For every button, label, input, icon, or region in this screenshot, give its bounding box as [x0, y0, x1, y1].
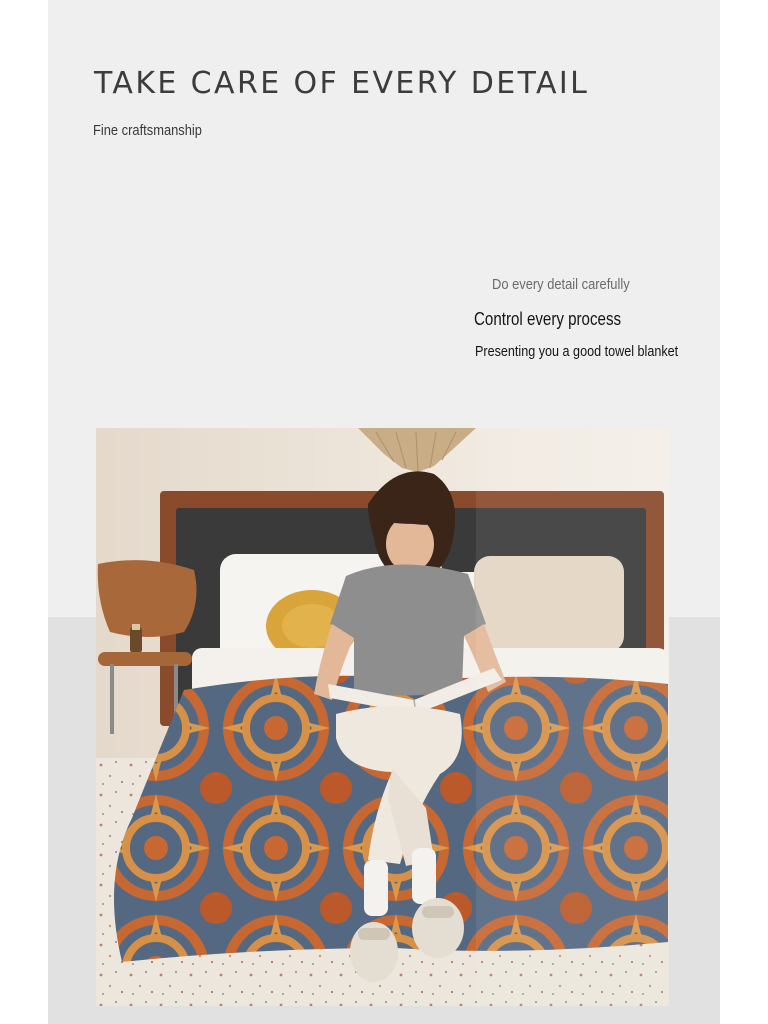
tagline-blanket: Presenting you a good towel blanket: [475, 343, 679, 360]
tagline-detail: Do every detail carefully: [492, 276, 630, 293]
page-title: TAKE CARE OF EVERY DETAIL: [94, 66, 590, 101]
content-panel: [48, 0, 720, 1024]
page-subtitle: Fine craftsmanship: [93, 122, 202, 139]
tagline-process: Control every process: [474, 309, 622, 329]
bedroom-photo-icon: [96, 428, 669, 1006]
